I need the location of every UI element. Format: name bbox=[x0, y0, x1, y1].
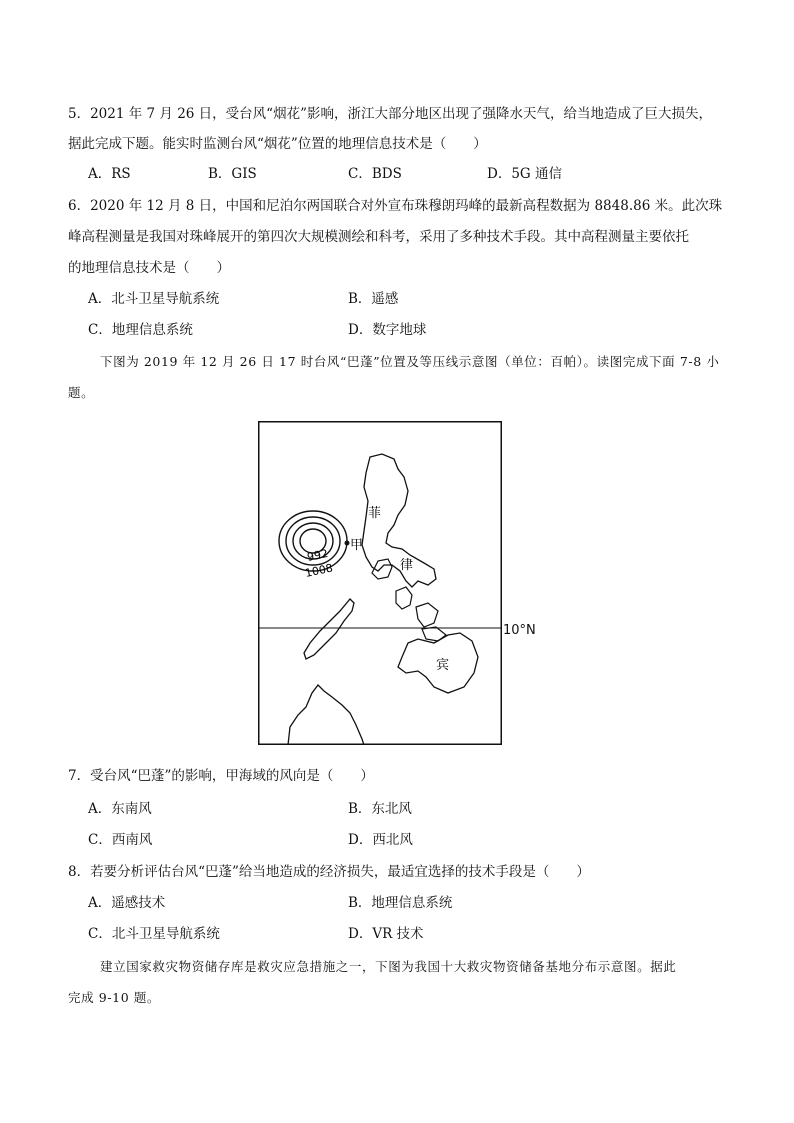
q8-line-1: 8．若要分析评估台风“巴蓬”给当地造成的经济损失，最适宜选择的技术手段是（ ） bbox=[68, 864, 590, 880]
point-jia-marker bbox=[345, 541, 350, 546]
q6-option-a: A．北斗卫星导航系统 bbox=[88, 291, 220, 307]
typhoon-map bbox=[258, 421, 502, 745]
q7-option-c: C．西南风 bbox=[88, 832, 153, 848]
q6-option-d: D．数字地球 bbox=[348, 322, 427, 338]
q8-option-c: C．北斗卫星导航系统 bbox=[88, 926, 220, 942]
q6-line-3: 的地理信息技术是（ ） bbox=[68, 260, 230, 276]
q8-option-a: A．遥感技术 bbox=[88, 895, 166, 911]
label-bin: 宾 bbox=[436, 658, 450, 673]
q5-option-a: A．RS bbox=[88, 166, 131, 182]
q8-option-b: B．地理信息系统 bbox=[348, 895, 453, 911]
isobar-label-inner: 992 bbox=[305, 546, 330, 564]
intro-9-10-line-1: 建立国家救灾物资储存库是救灾应急措施之一，下图为我国十大救灾物资储备基地分布示意图。据此 bbox=[100, 959, 677, 974]
q6-option-b: B．遥感 bbox=[348, 291, 399, 307]
q6-line-2: 峰高程测量是我国对珠峰展开的第四次大规模测绘和科考，采用了多种技术手段。其中高程测量主要依托 bbox=[68, 229, 689, 245]
label-fei: 菲 bbox=[368, 506, 382, 521]
intro-7-8-line-1: 下图为 2019 年 12 月 26 日 17 时台风“巴蓬”位置及等压线示意图（单位：百帕）。读图完成下面 7-8 小 bbox=[100, 354, 720, 369]
map-frame bbox=[259, 422, 502, 745]
q7-option-b: B．东北风 bbox=[348, 801, 412, 817]
q7-line-1: 7．受台风“巴蓬”的影响，甲海域的风向是（ ） bbox=[68, 768, 374, 784]
q5-line-2: 据此完成下题。能实时监测台风“烟花”位置的地理信息技术是（ ） bbox=[68, 136, 487, 152]
q5-option-b: B．GIS bbox=[208, 166, 257, 182]
q6-option-c: C．地理信息系统 bbox=[88, 322, 193, 338]
q5-option-d: D．5G 通信 bbox=[487, 166, 562, 182]
q7-option-a: A．东南风 bbox=[88, 801, 152, 817]
label-jia: 甲 bbox=[350, 538, 364, 553]
q5-line-1: 5．2021 年 7 月 26 日，受台风“烟花”影响，浙江大部分地区出现了强降水天气，给当地造成了巨大损失， bbox=[68, 106, 712, 122]
latitude-label: 10°N bbox=[503, 623, 536, 638]
intro-7-8-line-2: 题。 bbox=[68, 385, 95, 400]
intro-9-10-line-2: 完成 9-10 题。 bbox=[68, 990, 161, 1005]
q5-option-c: C．BDS bbox=[348, 166, 402, 182]
q7-option-d: D．西北风 bbox=[348, 832, 413, 848]
isobar-label-outer: 1008 bbox=[303, 561, 335, 580]
label-lv: 律 bbox=[400, 558, 414, 573]
q8-option-d: D．VR 技术 bbox=[348, 926, 424, 942]
q6-line-1: 6．2020 年 12 月 8 日，中国和尼泊尔两国联合对外宣布珠穆朗玛峰的最新高程数据为 8848.86 米。此次珠 bbox=[68, 198, 723, 214]
